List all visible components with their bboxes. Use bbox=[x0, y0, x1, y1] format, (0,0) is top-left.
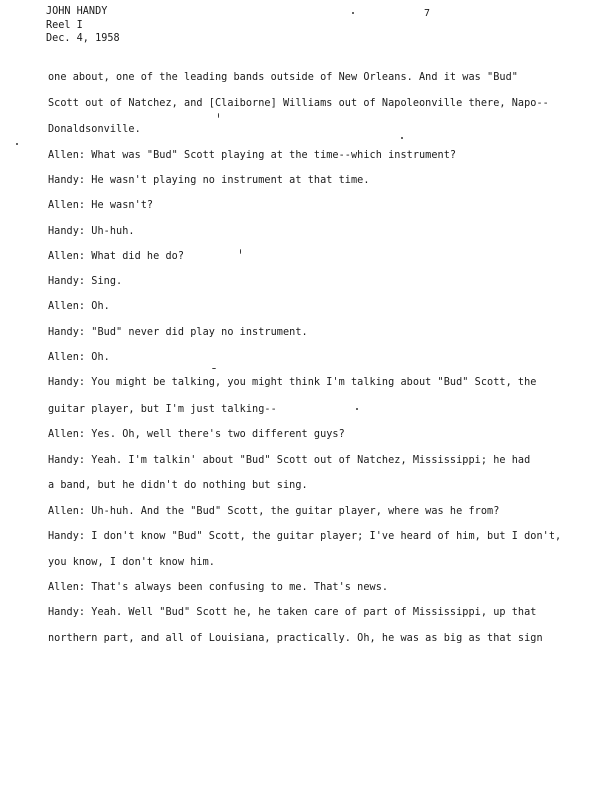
scan-speck bbox=[401, 137, 403, 139]
transcript-line: guitar player, but I'm just talking-- bbox=[48, 404, 277, 415]
transcript-line: Handy: Sing. bbox=[48, 276, 123, 287]
transcript-line: Handy: Uh-huh. bbox=[48, 226, 135, 237]
transcript-line: Handy: He wasn't playing no instrument at that time. bbox=[48, 175, 370, 186]
transcript-line: Allen: Yes. Oh, well there's two different guys? bbox=[48, 429, 345, 440]
transcript-line: Allen: Oh. bbox=[48, 301, 110, 312]
transcript-line: Handy: Yeah. Well "Bud" Scott he, he taken care of part of Mississippi, up that bbox=[48, 607, 537, 618]
transcript-line: Allen: What did he do? bbox=[48, 251, 185, 262]
transcript-line: you know, I don't know him. bbox=[48, 557, 215, 568]
transcript-line: Handy: "Bud" never did play no instrument. bbox=[48, 327, 308, 338]
reel-label: Reel I bbox=[46, 20, 83, 31]
transcript-line: Handy: I don't know "Bud" Scott, the guitar player; I've heard of him, but I don't, bbox=[48, 531, 562, 542]
scan-speck bbox=[212, 368, 216, 369]
scan-speck bbox=[356, 408, 358, 410]
transcript-line: Allen: Uh-huh. And the "Bud" Scott, the guitar player, where was he from? bbox=[48, 506, 500, 517]
scan-speck bbox=[352, 12, 354, 14]
transcript-line: Donaldsonville. bbox=[48, 124, 141, 135]
transcript-line: northern part, and all of Louisiana, practically. Oh, he was as big as that sign bbox=[48, 633, 543, 644]
interview-date: Dec. 4, 1958 bbox=[46, 33, 120, 44]
scan-speck bbox=[218, 113, 219, 118]
transcript-line: Allen: Oh. bbox=[48, 352, 110, 363]
transcript-line: Allen: That's always been confusing to me. That's news. bbox=[48, 582, 389, 593]
transcript-line: one about, one of the leading bands outside of New Orleans. And it was "Bud" bbox=[48, 72, 518, 83]
interviewee-name: JOHN HANDY bbox=[46, 6, 108, 17]
transcript-line: Handy: You might be talking, you might think I'm talking about "Bud" Scott, the bbox=[48, 377, 537, 388]
transcript-line: Handy: Yeah. I'm talkin' about "Bud" Scott out of Natchez, Mississippi; he had bbox=[48, 455, 531, 466]
scan-speck bbox=[16, 143, 18, 145]
transcript-line: Allen: What was "Bud" Scott playing at the time--which instrument? bbox=[48, 150, 457, 161]
page-number: 7 bbox=[424, 8, 431, 19]
scan-speck bbox=[240, 249, 241, 254]
transcript-line: Allen: He wasn't? bbox=[48, 200, 154, 211]
transcript-line: Scott out of Natchez, and [Claiborne] Williams out of Napoleonville there, Napo-- bbox=[48, 98, 549, 109]
transcript-line: a band, but he didn't do nothing but sing. bbox=[48, 480, 308, 491]
